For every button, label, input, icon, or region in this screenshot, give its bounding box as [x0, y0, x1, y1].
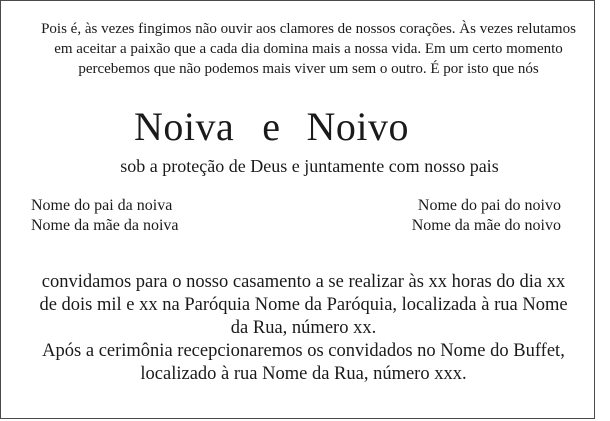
couple-names	[134, 103, 409, 151]
groom-father-name: Nome do pai do noivo	[417, 197, 561, 214]
intro-paragraph: Pois é, às vezes fingimos não ouvir aos clamores de nossos corações. Às vezes relutamos em aceitar a paixão que a cada dia domina mais a nossa vida. Em um certo momento percebemos que não podemos mais viver um sem o outro. É por isto que nós	[41, 21, 576, 77]
bride-name: Noiva	[134, 104, 235, 149]
invitation-text	[31, 271, 576, 386]
bride-parents	[31, 196, 179, 236]
bride-mother-name: Nome da mãe da noiva	[31, 217, 179, 234]
groom-mother-name: Nome da mãe do noivo	[411, 217, 561, 234]
groom-name: Noivo	[306, 104, 410, 149]
conjunction: e	[262, 104, 281, 149]
ceremony-details: convidamos para o nosso casamento a se realizar às xx horas do dia xx de dois mil e xx na Paróquia Nome da Paróquia, localizada à rua Nome da Rua, número xx.	[39, 272, 568, 338]
bride-father-name: Nome do pai da noiva	[31, 197, 173, 214]
reception-details: Após a cerimônia recepcionaremos os convidados no Nome do Buffet, localizado à rua Nome da Rua, número xxx.	[42, 341, 565, 384]
groom-parents	[412, 196, 561, 236]
protection-line: sob a proteção de Deus e juntamente com nosso pais	[120, 156, 499, 176]
